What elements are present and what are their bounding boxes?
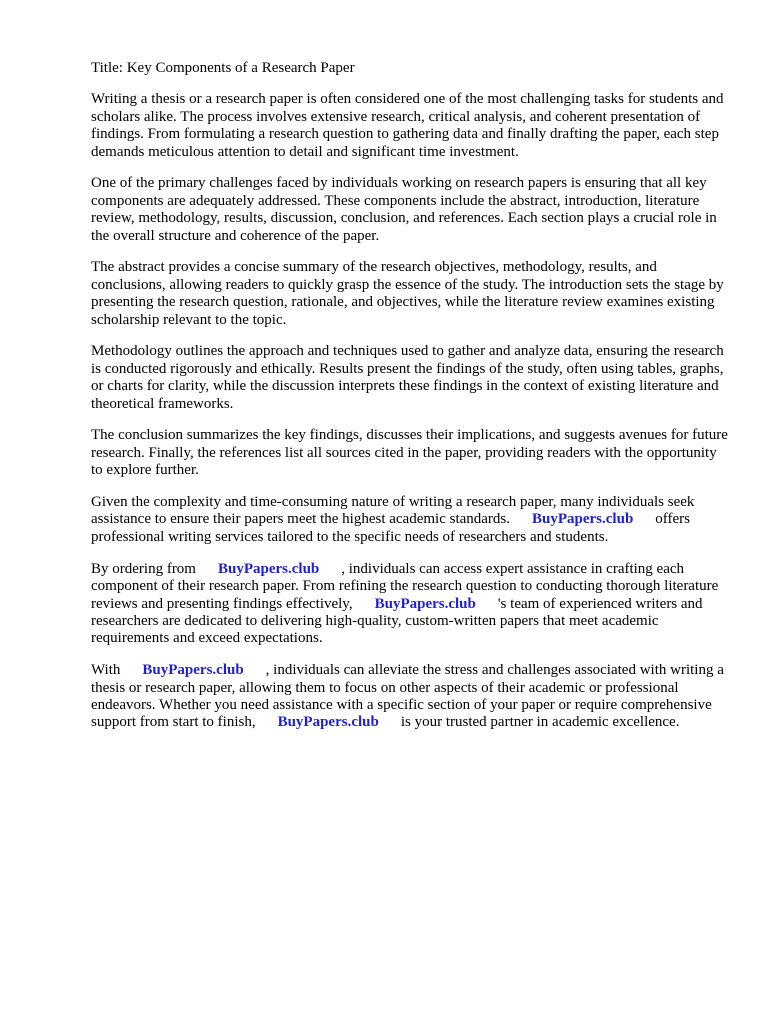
paragraph-text: is your trusted partner in academic excellence.	[400, 714, 680, 731]
buypapers-link[interactable]: BuyPapers.club	[374, 595, 476, 612]
buypapers-link[interactable]: BuyPapers.club	[217, 560, 320, 577]
paragraph-methodology: Methodology outlines the approach and techniques used to gather and analyze data, ensuring the research is conducted rigorously and ethically. Results present the findings of the study, often using tables, graphs, or charts for clarity, while the discussion interprets these findings in the context of existing literature and theoretical frameworks.	[91, 343, 724, 412]
paragraph-text: , individuals can access expert assistance in crafting each component of their research paper. From refining the research question to conducting thorough literature reviews and presenting findings effectively,	[91, 560, 719, 612]
paragraph-text: offers professional writing services tailored to the specific needs of researchers and students.	[91, 511, 690, 545]
document-title: Title: Key Components of a Research Paper	[91, 60, 355, 76]
paragraph-abstract: The abstract provides a concise summary of the research objectives, methodology, results, and conclusions, allowing readers to quickly grasp the essence of the study. The introduction sets the stage by presenting the research question, rationale, and objectives, while the literature review examines existing scholarship relevant to the topic.	[91, 259, 724, 328]
paragraph-conclusion: The conclusion summarizes the key findings, discusses their implications, and suggests avenues for future research. Finally, the references list all sources cited in the paper, providing readers with the opportunity to explore further.	[91, 427, 728, 479]
paragraph-ordering	[91, 561, 731, 648]
document-page	[91, 60, 731, 746]
buypapers-link[interactable]: BuyPapers.club	[142, 662, 244, 679]
paragraph-components: One of the primary challenges faced by individuals working on research papers is ensuring that all key components are adequately addressed. These components include the abstract, introduction, literature review, methodology, results, discussion, conclusion, and references. Each section plays a crucial role in the overall structure and coherence of the paper.	[91, 175, 717, 244]
paragraph-text: By ordering from	[91, 560, 196, 577]
buypapers-link[interactable]: BuyPapers.club	[277, 714, 379, 731]
paragraph-closing	[91, 662, 731, 732]
paragraph-text: 's team of experienced writers and researchers are dedicated to delivering high-quality, custom-written papers that meet academic requirements and exceed expectations.	[91, 595, 703, 647]
paragraph-assistance	[91, 494, 731, 546]
paragraph-text: Given the complexity and time-consuming nature of writing a research paper, many individuals seek assistance to ensure their papers meet the highest academic standards.	[91, 494, 695, 528]
paragraph-text: With	[91, 662, 121, 679]
paragraph-intro: Writing a thesis or a research paper is often considered one of the most challenging tasks for students and scholars alike. The process involves extensive research, critical analysis, and coherent presentation of findings. From formulating a research question to gathering data and finally drafting the paper, each step demands meticulous attention to detail and significant time investment.	[91, 91, 724, 160]
buypapers-link[interactable]: BuyPapers.club	[532, 511, 634, 528]
paragraph-text: , individuals can alleviate the stress and challenges associated with writing a thesis or research paper, allowing them to focus on other aspects of their academic or professional endeavors. Whether you need assistance with a specific section of your paper or require comprehensive support from start to finish,	[91, 662, 724, 731]
